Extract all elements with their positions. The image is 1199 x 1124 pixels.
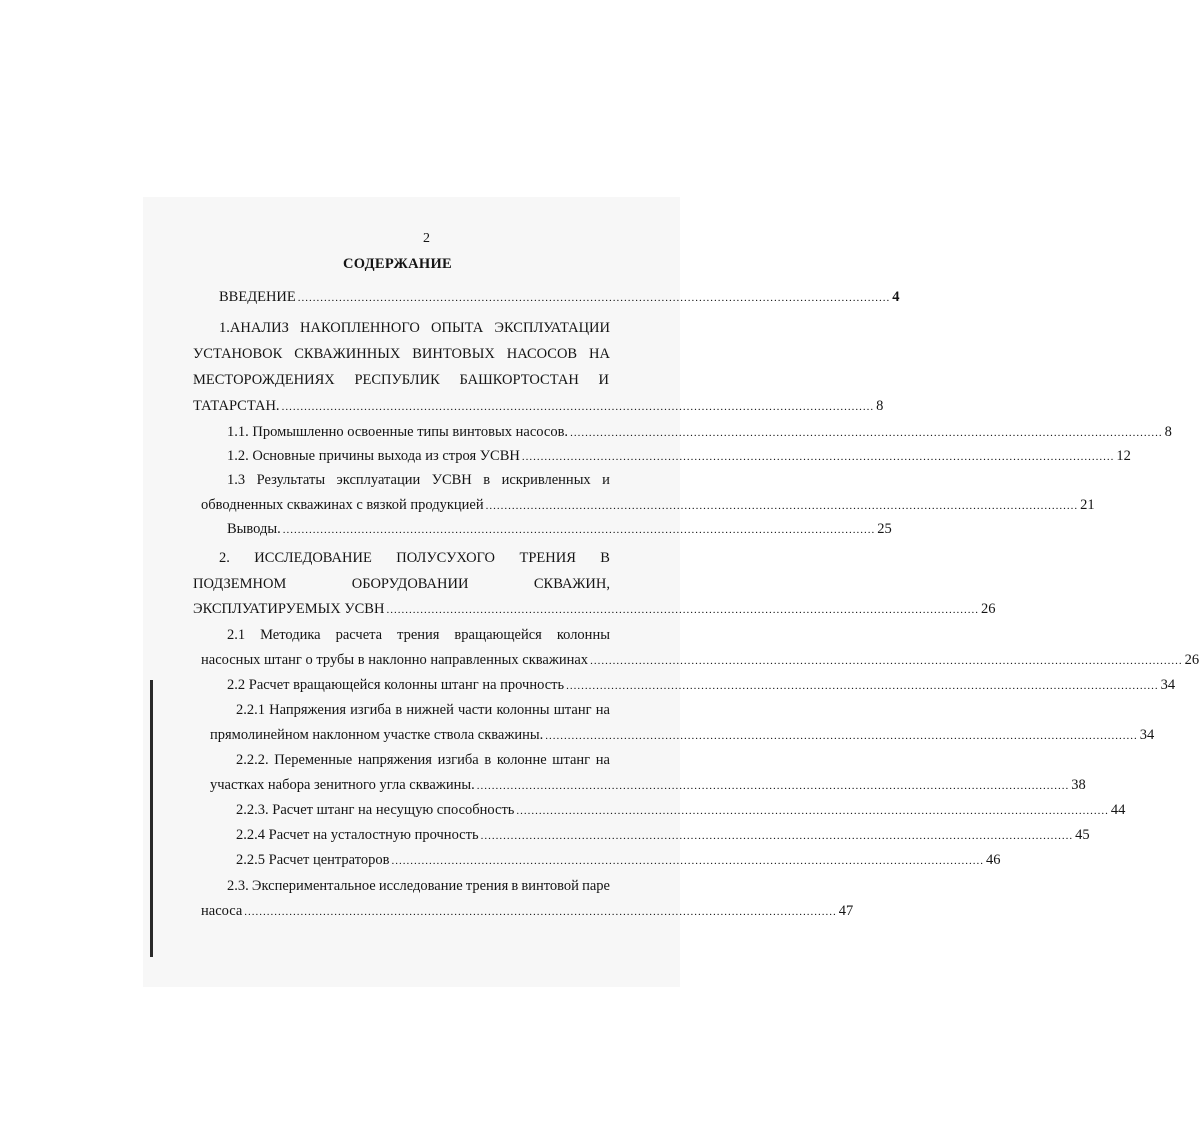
word: изгиба: [350, 702, 392, 718]
word: в: [483, 472, 491, 488]
toc-leader: ..............................................................................................................................................................: [516, 805, 1109, 817]
word: Переменные: [274, 752, 353, 768]
toc-page-number: 26: [1184, 652, 1199, 668]
word: ВИНТОВЫХ: [412, 346, 495, 362]
toc-entry-text: 2.2.4 Расчет на усталостную прочность: [236, 827, 479, 843]
word: ЭКСПЛУАТАЦИИ: [494, 320, 610, 336]
word: ИССЛЕДОВАНИЕ: [254, 550, 372, 566]
toc-entry-conclusions[interactable]: [227, 519, 892, 539]
word: искривленных: [501, 472, 591, 488]
toc-entry-text: Выводы.: [227, 521, 281, 537]
word: эксплуатации: [336, 472, 421, 488]
toc-leader: ..............................................................................................................................................................: [297, 292, 891, 304]
toc-entry-ch2-line2[interactable]: [193, 574, 610, 594]
toc-entry-1-2[interactable]: [227, 446, 1131, 466]
word: на: [595, 752, 610, 768]
toc-entry-2-2-4[interactable]: [236, 825, 1090, 845]
word: НА: [589, 346, 610, 362]
toc-page-number: 47: [838, 903, 854, 919]
word: ТРЕНИЯ: [519, 550, 576, 566]
word: ОБОРУДОВАНИИ: [351, 576, 469, 592]
word: ПОДЗЕМНОМ: [193, 576, 287, 592]
word: исследование: [378, 878, 463, 894]
word: винтовой: [521, 878, 579, 894]
toc-entry-1-3-line2[interactable]: [201, 495, 1095, 515]
toc-entry-2-2-2-line1[interactable]: [236, 750, 610, 770]
word: колонны: [556, 627, 610, 643]
toc-page-number: 8: [876, 398, 884, 414]
toc-entry-text: 2.2.5 Расчет центраторов: [236, 852, 390, 868]
word: вращающейся: [454, 627, 542, 643]
word: И: [598, 372, 609, 388]
toc-entry-text: насоса: [201, 903, 243, 919]
toc-entry-ch1-line4[interactable]: [193, 396, 884, 416]
word: Напряжения: [269, 702, 347, 718]
word: НАКОПЛЕННОГО: [300, 320, 420, 336]
word: ПОЛУСУХОГО: [396, 550, 496, 566]
toc-entry-ch2-line1[interactable]: [219, 548, 610, 568]
page-title: СОДЕРЖАНИЕ: [342, 256, 453, 272]
word: 2.3.: [227, 878, 249, 894]
toc-entry-text: ТАТАРСТАН.: [193, 398, 280, 414]
toc-entry-2-1-line2[interactable]: [201, 650, 1199, 670]
word: Методика: [260, 627, 321, 643]
toc-entry-text: 1.2. Основные причины выхода из строя УСВН: [227, 448, 520, 464]
word: СКВАЖИН,: [533, 576, 610, 592]
toc-leader: ..............................................................................................................................................................: [281, 401, 875, 413]
word: штанг: [553, 702, 592, 718]
word: 2.2.1: [236, 702, 265, 718]
toc-page-number: 44: [1110, 802, 1126, 818]
word: колонны: [496, 702, 550, 718]
toc-page-number: 46: [985, 852, 1001, 868]
word: МЕСТОРОЖДЕНИЯХ: [193, 372, 335, 388]
word: напряжения: [357, 752, 432, 768]
word: расчета: [335, 627, 383, 643]
word: и: [602, 472, 610, 488]
toc-leader: ..............................................................................................................................................................: [570, 427, 1163, 439]
word: 2.: [219, 550, 230, 566]
word: БАШКОРТОСТАН: [459, 372, 579, 388]
toc-entry-ch1-line2[interactable]: [193, 344, 610, 364]
word: в: [484, 752, 492, 768]
word: в: [511, 878, 519, 894]
word: УСТАНОВОК: [193, 346, 283, 362]
toc-leader: ..............................................................................................................................................................: [391, 855, 984, 867]
word: трения: [465, 878, 509, 894]
word: Экспериментальное: [251, 878, 376, 894]
toc-entry-2-3-line2[interactable]: [201, 901, 854, 921]
toc-entry-text: участках набора зенитного угла скважины.: [210, 777, 475, 793]
word: на: [595, 702, 610, 718]
toc-entry-ch2-line3[interactable]: [193, 599, 996, 619]
word: УСВН: [431, 472, 472, 488]
word: колонне: [496, 752, 547, 768]
toc-entry-2-2-5[interactable]: [236, 850, 1001, 870]
word: Результаты: [256, 472, 326, 488]
toc-entry-text: 1.1. Промышленно освоенные типы винтовых насосов.: [227, 424, 569, 440]
word: 2.1: [227, 627, 246, 643]
toc-page-number: 8: [1164, 424, 1172, 440]
toc-leader: ..............................................................................................................................................................: [282, 524, 876, 536]
toc-page-number: 38: [1071, 777, 1086, 793]
word: СКВАЖИННЫХ: [294, 346, 401, 362]
toc-entry-text: обводненных скважинах с вязкой продукцией: [201, 497, 484, 513]
word: РЕСПУБЛИК: [354, 372, 440, 388]
word: НАСОСОВ: [506, 346, 578, 362]
toc-page-number: 34: [1139, 727, 1155, 743]
toc-page-number: 4: [892, 289, 900, 305]
toc-entry-text: ЭКСПЛУАТИРУЕМЫХ УСВН: [193, 601, 385, 617]
word: В: [600, 550, 610, 566]
toc-entry-1-3-line1[interactable]: [227, 470, 610, 490]
toc-entry-text: ВВЕДЕНИЕ: [219, 289, 296, 305]
word: трения: [397, 627, 440, 643]
toc-entry-intro[interactable]: [219, 287, 900, 307]
word: ОПЫТА: [431, 320, 484, 336]
word: паре: [582, 878, 610, 894]
word: в: [395, 702, 403, 718]
toc-leader: ..............................................................................................................................................................: [244, 906, 837, 918]
toc-entry-1-1[interactable]: [227, 422, 1172, 442]
word: изгиба: [437, 752, 479, 768]
toc-entry-ch1-line3[interactable]: [193, 370, 609, 390]
toc-leader: ..............................................................................................................................................................: [480, 830, 1074, 842]
word: нижней: [406, 702, 454, 718]
toc-entry-text: 2.2.3. Расчет штанг на несущую способность: [236, 802, 515, 818]
toc-entry-2-2[interactable]: [227, 675, 1176, 695]
toc-entry-2-3-line1[interactable]: [227, 876, 610, 896]
toc-leader: ..............................................................................................................................................................: [476, 780, 1070, 792]
toc-entry-2-1-line1[interactable]: [227, 625, 610, 645]
toc-leader: ..............................................................................................................................................................: [386, 604, 979, 616]
toc-leader: ..............................................................................................................................................................: [545, 730, 1138, 742]
toc-entry-2-2-2-line2[interactable]: [210, 775, 1086, 795]
toc-page-number: 12: [1116, 448, 1131, 464]
word: 1.АНАЛИЗ: [219, 320, 289, 336]
toc-entry-ch1-line1[interactable]: [219, 318, 610, 338]
toc-entry-2-2-1-line2[interactable]: [210, 725, 1155, 745]
word: 2.2.2.: [236, 752, 269, 768]
toc-leader: ..............................................................................................................................................................: [485, 500, 1079, 512]
toc-leader: ..............................................................................................................................................................: [521, 451, 1115, 463]
page-number: 2: [423, 231, 430, 246]
toc-page-number: 45: [1075, 827, 1090, 843]
toc-entry-text: насосных штанг о трубы в наклонно направленных скважинах: [201, 652, 589, 668]
toc-entry-2-2-3[interactable]: [236, 800, 1126, 820]
word: части: [458, 702, 493, 718]
toc-leader: ..............................................................................................................................................................: [566, 680, 1159, 692]
word: 1.3: [227, 472, 246, 488]
toc-page-number: 34: [1160, 677, 1176, 693]
toc-page-number: 26: [980, 601, 996, 617]
toc-entry-2-2-1-line1[interactable]: [236, 700, 610, 720]
toc-page-number: 21: [1080, 497, 1095, 513]
toc-entry-text: прямолинейном наклонном участке ствола скважины.: [210, 727, 544, 743]
toc-leader: ..............................................................................................................................................................: [590, 655, 1183, 667]
toc-entry-text: 2.2 Расчет вращающейся колонны штанг на прочность: [227, 677, 565, 693]
toc-page-number: 25: [877, 521, 892, 537]
word: штанг: [552, 752, 591, 768]
